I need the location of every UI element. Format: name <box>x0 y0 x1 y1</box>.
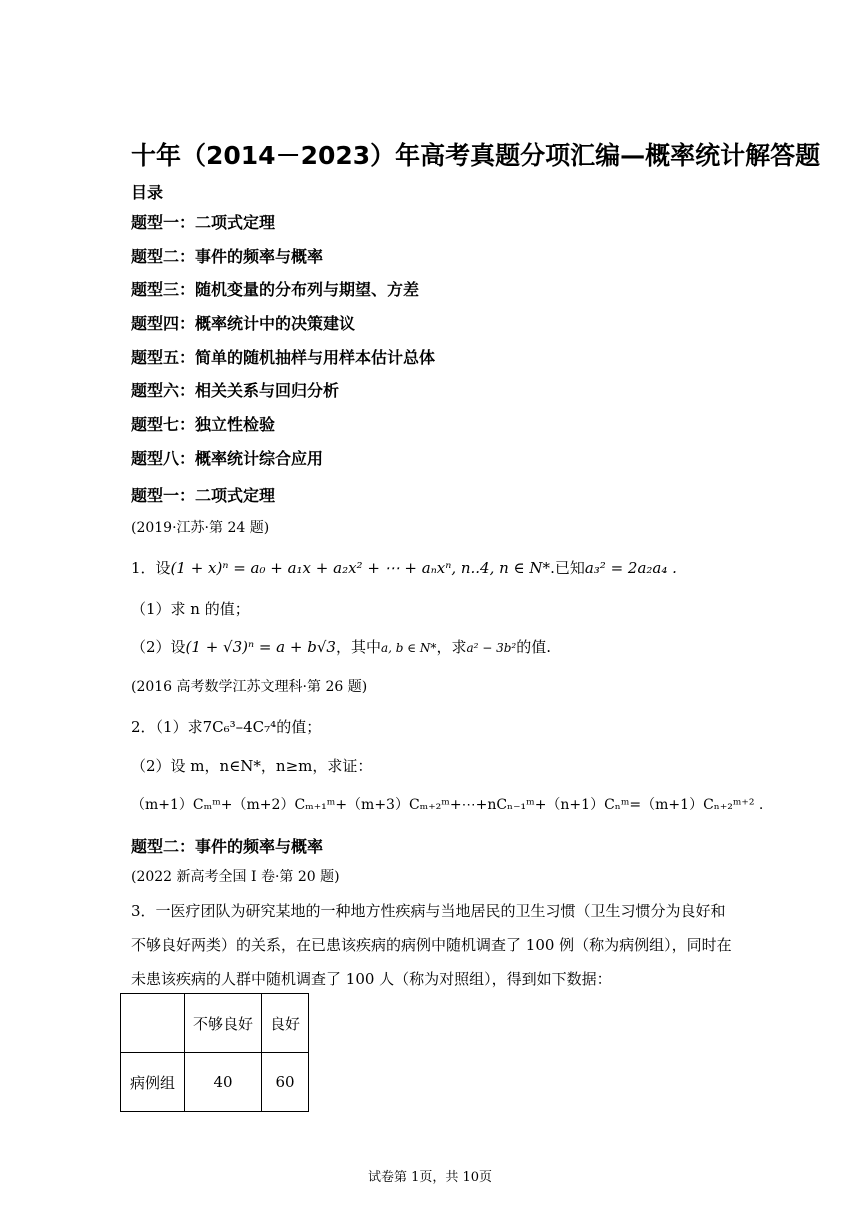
q2-part1-expr: 7C₆³–4C₇⁴ <box>202 718 277 736</box>
section-heading: 题型一：二项式定理 <box>131 486 276 505</box>
toc-item[interactable]: 题型五：简单的随机抽样与用样本估计总体 <box>131 347 436 367</box>
q3-line: 未患该疾病的人群中随机调查了 100 人（称为对照组），得到如下数据： <box>131 970 612 988</box>
toc-item[interactable]: 题型八：概率统计综合应用 <box>131 448 324 468</box>
table-of-contents <box>131 213 435 483</box>
toc-item[interactable]: 题型二：事件的频率与概率 <box>131 246 324 266</box>
q1-part2-suffix: 的值. <box>516 638 552 656</box>
q2-part1-suffix: 的值； <box>276 718 322 736</box>
question-source: (2016 高考数学江苏文理科·第 26 题) <box>131 679 368 695</box>
table-row <box>121 1053 309 1112</box>
q1-condition: a₃² = 2a₂a₄ . <box>584 559 677 577</box>
question-1-stem <box>131 557 677 578</box>
question-1-part-1: （1）求 n 的值； <box>131 600 250 618</box>
toc-item[interactable]: 题型七：独立性检验 <box>131 415 276 435</box>
q1-part2-set: a, b ∈ N* <box>380 641 437 655</box>
q1-stem-suffix: .已知 <box>550 559 585 577</box>
page-footer: 试卷第 1页，共 10页 <box>367 1170 493 1185</box>
q1-part2-mid2: ，求 <box>436 638 467 656</box>
table-header-cell: 良好 <box>262 994 309 1053</box>
table-cell: 60 <box>262 1053 309 1112</box>
q1-stem-prefix: 1．设 <box>131 559 171 577</box>
toc-heading: 目录 <box>131 183 164 202</box>
section-heading: 题型二：事件的频率与概率 <box>131 837 324 856</box>
q1-part2-formula: (1 + √3)ⁿ = a + b√3 <box>185 638 336 656</box>
question-3-stem <box>131 894 731 996</box>
question-source: (2019·江苏·第 24 题) <box>131 520 270 536</box>
q1-part2-mid: ，其中 <box>335 638 381 656</box>
toc-item[interactable]: 题型三：随机变量的分布列与期望、方差 <box>131 280 420 300</box>
question-2-part-1 <box>131 716 321 737</box>
q1-formula: (1 + x)ⁿ = a₀ + a₁x + a₂x² + ⋯ + aₙxⁿ, n..4, n ∈ N* <box>170 559 551 577</box>
toc-item[interactable]: 题型六：相关关系与回归分析 <box>131 381 340 401</box>
question-source: (2022 新高考全国 I 卷·第 20 题) <box>131 869 340 885</box>
toc-item[interactable]: 题型四：概率统计中的决策建议 <box>131 314 356 334</box>
table-header-cell <box>121 994 185 1053</box>
question-1-part-2 <box>131 636 551 657</box>
table-cell: 40 <box>185 1053 262 1112</box>
table-header-cell: 不够良好 <box>185 994 262 1053</box>
document-title: 十年（2014－2023）年高考真题分项汇编—概率统计解答题 <box>131 141 821 170</box>
question-2-identity: （m+1）Cₘᵐ+（m+2）Cₘ₊₁ᵐ+（m+3）Cₘ₊₂ᵐ+⋯+nCₙ₋₁ᵐ+（n+1）Cₙᵐ=（m+1）Cₙ₊₂ᵐ⁺² . <box>131 797 764 813</box>
toc-item[interactable]: 题型一：二项式定理 <box>131 213 276 232</box>
table-header-row <box>121 994 309 1053</box>
question-2-part-2: （2）设 m，n∈N*，n≥m，求证： <box>131 757 373 775</box>
q1-part2-expr: a² − 3b² <box>466 641 517 655</box>
q3-line: 3．一医疗团队为研究某地的一种地方性疾病与当地居民的卫生习惯（卫生习惯分为良好和 <box>131 902 726 920</box>
data-table <box>120 993 309 1112</box>
table-cell: 病例组 <box>121 1053 185 1112</box>
q1-part2-prefix: （2）设 <box>131 638 186 656</box>
q3-line: 不够良好两类）的关系，在已患该疾病的病例中随机调查了 100 例（称为病例组），同时在 <box>131 936 732 954</box>
q2-part1-prefix: 2．（1）求 <box>131 718 203 736</box>
